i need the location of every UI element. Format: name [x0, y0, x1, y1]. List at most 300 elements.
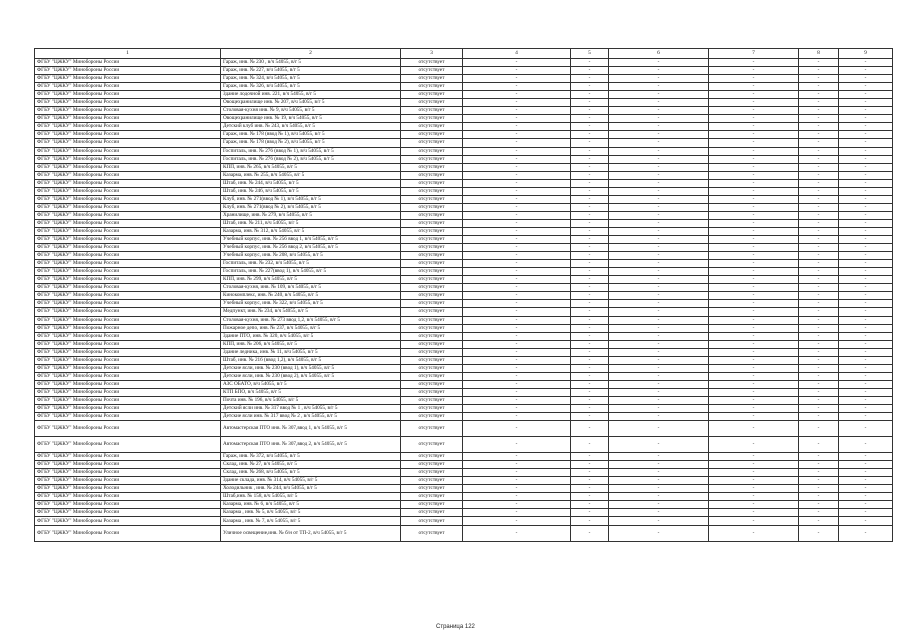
- table-cell-col-4: -: [463, 252, 571, 260]
- table-cell-col-2: Овощехранилище инв. № 207, в/ч 54055, в/г 5: [221, 99, 401, 107]
- table-cell-col-3: отсутствует: [401, 115, 463, 123]
- table-cell-col-6: -: [609, 99, 709, 107]
- table-cell-col-7: -: [709, 179, 799, 187]
- table-cell-col-8: -: [799, 388, 839, 396]
- table-cell-col-8: -: [799, 413, 839, 421]
- table-cell-col-3: отсутствует: [401, 332, 463, 340]
- table-cell-col-7: -: [709, 211, 799, 219]
- table-cell-col-2: Казарма , инв. № 7, в/ч 54055, в/г 5: [221, 517, 401, 525]
- table-cell-col-6: -: [609, 195, 709, 203]
- table-cell-col-6: -: [609, 67, 709, 75]
- table-cell-col-8: -: [799, 469, 839, 477]
- table-cell-col-6: -: [609, 260, 709, 268]
- table-cell-col-7: -: [709, 493, 799, 501]
- table-row: [35, 276, 893, 284]
- table-cell-col-2: Казарма, инв. № 312, в/ч 54055, в/г 5: [221, 227, 401, 235]
- table-cell-col-7: -: [709, 364, 799, 372]
- table-cell-col-5: -: [571, 99, 609, 107]
- table-cell-col-1: ФГБУ "ЦЖКУ" Минобороны России: [35, 260, 221, 268]
- table-cell-col-5: -: [571, 485, 609, 493]
- table-cell-col-2: Казарма, инв. № 6, в/ч 54055, в/г 5: [221, 501, 401, 509]
- table-cell-col-6: -: [609, 453, 709, 461]
- table-cell-col-6: -: [609, 405, 709, 413]
- table-row: [35, 147, 893, 155]
- table-cell-col-2: Гараж, инв. № 227, в/ч 54055, в/г 5: [221, 67, 401, 75]
- table-cell-col-9: -: [839, 179, 893, 187]
- table-cell-col-9: -: [839, 421, 893, 437]
- table-cell-col-4: -: [463, 485, 571, 493]
- table-cell-col-2: Хранилище, инв. № 279, в/ч 54055, в/г 5: [221, 211, 401, 219]
- table-cell-col-9: -: [839, 131, 893, 139]
- table-cell-col-6: -: [609, 493, 709, 501]
- table-cell-col-2: Детский клуб инв. № 243, в/ч 54055, в/г 5: [221, 123, 401, 131]
- table-row: [35, 91, 893, 99]
- table-cell-col-1: ФГБУ "ЦЖКУ" Минобороны России: [35, 252, 221, 260]
- table-cell-col-7: -: [709, 219, 799, 227]
- table-cell-col-8: -: [799, 396, 839, 404]
- table-cell-col-6: -: [609, 413, 709, 421]
- table-cell-col-2: Склад, инв. № 27, в/ч 54055, в/г 5: [221, 461, 401, 469]
- table-cell-col-8: -: [799, 252, 839, 260]
- table-row: [35, 75, 893, 83]
- table-cell-col-5: -: [571, 163, 609, 171]
- table-cell-col-3: отсутствует: [401, 509, 463, 517]
- column-header-3: 3: [401, 49, 463, 59]
- table-cell-col-7: -: [709, 421, 799, 437]
- table-cell-col-5: -: [571, 171, 609, 179]
- table-cell-col-8: -: [799, 131, 839, 139]
- table-cell-col-7: -: [709, 388, 799, 396]
- table-cell-col-6: -: [609, 332, 709, 340]
- table-cell-col-7: -: [709, 300, 799, 308]
- document-sheet: [34, 48, 894, 542]
- table-cell-col-9: -: [839, 461, 893, 469]
- table-cell-col-5: -: [571, 453, 609, 461]
- table-cell-col-4: -: [463, 171, 571, 179]
- table-cell-col-3: отсутствует: [401, 340, 463, 348]
- table-cell-col-9: -: [839, 348, 893, 356]
- table-cell-col-7: -: [709, 107, 799, 115]
- table-cell-col-2: Холодильник , инв. № 244, в/ч 54055, в/г 5: [221, 485, 401, 493]
- table-cell-col-7: -: [709, 348, 799, 356]
- table-cell-col-5: -: [571, 252, 609, 260]
- column-header-4: 4: [463, 49, 571, 59]
- table-cell-col-3: отсутствует: [401, 147, 463, 155]
- table-cell-col-2: Уличное освещение,инв. № б/н от ТП-2, в/ч 54055, в/г 5: [221, 525, 401, 541]
- table-cell-col-5: -: [571, 501, 609, 509]
- table-cell-col-6: -: [609, 469, 709, 477]
- table-cell-col-8: -: [799, 493, 839, 501]
- table-cell-col-6: -: [609, 292, 709, 300]
- table-cell-col-9: -: [839, 107, 893, 115]
- table-cell-col-2: Госпиталь, инв. № 227(ввод 1), в/ч 54055, в/г 5: [221, 268, 401, 276]
- table-cell-col-7: -: [709, 252, 799, 260]
- table-cell-col-5: -: [571, 396, 609, 404]
- table-cell-col-4: -: [463, 195, 571, 203]
- table-cell-col-5: -: [571, 388, 609, 396]
- table-row: [35, 211, 893, 219]
- table-cell-col-3: отсутствует: [401, 348, 463, 356]
- table-cell-col-6: -: [609, 163, 709, 171]
- table-cell-col-8: -: [799, 501, 839, 509]
- table-row: [35, 485, 893, 493]
- table-cell-col-9: -: [839, 308, 893, 316]
- table-row: [35, 187, 893, 195]
- table-row: [35, 131, 893, 139]
- table-cell-col-8: -: [799, 67, 839, 75]
- table-row: [35, 244, 893, 252]
- table-cell-col-6: -: [609, 236, 709, 244]
- table-cell-col-6: -: [609, 147, 709, 155]
- table-cell-col-4: -: [463, 115, 571, 123]
- table-cell-col-2: Детский ясли инв. № 317 ввод № 1 , в/ч 54055, в/г 5: [221, 405, 401, 413]
- table-cell-col-5: -: [571, 332, 609, 340]
- table-cell-col-6: -: [609, 388, 709, 396]
- table-cell-col-6: -: [609, 227, 709, 235]
- table-cell-col-7: -: [709, 236, 799, 244]
- table-cell-col-5: -: [571, 155, 609, 163]
- table-cell-col-3: отсутствует: [401, 437, 463, 453]
- table-cell-col-1: ФГБУ "ЦЖКУ" Минобороны России: [35, 421, 221, 437]
- table-cell-col-4: -: [463, 340, 571, 348]
- table-cell-col-8: -: [799, 236, 839, 244]
- table-cell-col-6: -: [609, 179, 709, 187]
- table-cell-col-1: ФГБУ "ЦЖКУ" Минобороны России: [35, 99, 221, 107]
- table-cell-col-5: -: [571, 324, 609, 332]
- table-cell-col-9: -: [839, 67, 893, 75]
- table-cell-col-5: -: [571, 211, 609, 219]
- table-cell-col-8: -: [799, 300, 839, 308]
- table-cell-col-9: -: [839, 324, 893, 332]
- table-cell-col-1: ФГБУ "ЦЖКУ" Минобороны России: [35, 59, 221, 67]
- table-cell-col-9: -: [839, 388, 893, 396]
- table-cell-col-1: ФГБУ "ЦЖКУ" Минобороны России: [35, 83, 221, 91]
- table-cell-col-2: Учебный корпус, инв. № 208, в/ч 54055, в/г 5: [221, 252, 401, 260]
- table-cell-col-5: -: [571, 268, 609, 276]
- table-cell-col-6: -: [609, 107, 709, 115]
- table-cell-col-9: -: [839, 276, 893, 284]
- table-cell-col-9: -: [839, 252, 893, 260]
- table-cell-col-3: отсутствует: [401, 461, 463, 469]
- table-cell-col-1: ФГБУ "ЦЖКУ" Минобороны России: [35, 244, 221, 252]
- table-cell-col-8: -: [799, 284, 839, 292]
- table-cell-col-9: -: [839, 83, 893, 91]
- table-cell-col-3: отсутствует: [401, 123, 463, 131]
- table-cell-col-4: -: [463, 260, 571, 268]
- table-cell-col-8: -: [799, 324, 839, 332]
- table-cell-col-4: -: [463, 67, 571, 75]
- table-cell-col-7: -: [709, 477, 799, 485]
- table-cell-col-5: -: [571, 517, 609, 525]
- table-cell-col-2: Почта инв. № 196, в/ч 54055, в/г 5: [221, 396, 401, 404]
- table-cell-col-2: Столовая-кухня, инв. № 273 ввод 1,2, в/ч 54055, в/г 5: [221, 316, 401, 324]
- table-cell-col-6: -: [609, 348, 709, 356]
- table-row: [35, 356, 893, 364]
- table-cell-col-1: ФГБУ "ЦЖКУ" Минобороны России: [35, 396, 221, 404]
- table-row: [35, 123, 893, 131]
- table-cell-col-4: -: [463, 421, 571, 437]
- table-row: [35, 292, 893, 300]
- table-cell-col-7: -: [709, 372, 799, 380]
- table-cell-col-9: -: [839, 75, 893, 83]
- table-cell-col-1: ФГБУ "ЦЖКУ" Минобороны России: [35, 477, 221, 485]
- table-cell-col-1: ФГБУ "ЦЖКУ" Минобороны России: [35, 236, 221, 244]
- table-row: [35, 59, 893, 67]
- table-cell-col-6: -: [609, 115, 709, 123]
- table-cell-col-7: -: [709, 131, 799, 139]
- table-cell-col-3: отсутствует: [401, 380, 463, 388]
- table-cell-col-8: -: [799, 332, 839, 340]
- table-cell-col-8: -: [799, 437, 839, 453]
- table-cell-col-5: -: [571, 123, 609, 131]
- table-cell-col-8: -: [799, 509, 839, 517]
- table-cell-col-9: -: [839, 236, 893, 244]
- table-row: [35, 219, 893, 227]
- table-cell-col-8: -: [799, 123, 839, 131]
- table-row: [35, 380, 893, 388]
- table-cell-col-4: -: [463, 316, 571, 324]
- table-cell-col-1: ФГБУ "ЦЖКУ" Минобороны России: [35, 284, 221, 292]
- table-cell-col-6: -: [609, 268, 709, 276]
- table-cell-col-5: -: [571, 364, 609, 372]
- table-cell-col-9: -: [839, 364, 893, 372]
- table-row: [35, 388, 893, 396]
- table-row: [35, 469, 893, 477]
- table-row: [35, 493, 893, 501]
- table-cell-col-3: отсутствует: [401, 501, 463, 509]
- table-cell-col-3: отсутствует: [401, 292, 463, 300]
- table-cell-col-4: -: [463, 227, 571, 235]
- table-cell-col-4: -: [463, 59, 571, 67]
- table-cell-col-8: -: [799, 485, 839, 493]
- table-cell-col-8: -: [799, 179, 839, 187]
- table-cell-col-5: -: [571, 115, 609, 123]
- table-cell-col-1: ФГБУ "ЦЖКУ" Минобороны России: [35, 179, 221, 187]
- table-cell-col-9: -: [839, 147, 893, 155]
- table-cell-col-7: -: [709, 380, 799, 388]
- table-cell-col-7: -: [709, 356, 799, 364]
- table-cell-col-3: отсутствует: [401, 75, 463, 83]
- table-cell-col-8: -: [799, 219, 839, 227]
- table-cell-col-7: -: [709, 195, 799, 203]
- table-cell-col-9: -: [839, 195, 893, 203]
- table-cell-col-3: отсутствует: [401, 453, 463, 461]
- table-cell-col-5: -: [571, 509, 609, 517]
- table-cell-col-3: отсутствует: [401, 493, 463, 501]
- table-cell-col-7: -: [709, 115, 799, 123]
- table-cell-col-3: отсутствует: [401, 372, 463, 380]
- table-cell-col-4: -: [463, 364, 571, 372]
- table-cell-col-8: -: [799, 83, 839, 91]
- table-cell-col-3: отсутствует: [401, 421, 463, 437]
- table-cell-col-3: отсутствует: [401, 195, 463, 203]
- table-cell-col-7: -: [709, 525, 799, 541]
- table-cell-col-6: -: [609, 501, 709, 509]
- table-cell-col-8: -: [799, 171, 839, 179]
- table-cell-col-2: Пожарное депо, инв. № 237, в/ч 54055, в/г 5: [221, 324, 401, 332]
- table-cell-col-6: -: [609, 252, 709, 260]
- table-cell-col-2: Штаб, инв. № 244, в/ч 54055, в/г 5: [221, 179, 401, 187]
- table-cell-col-5: -: [571, 244, 609, 252]
- table-cell-col-7: -: [709, 517, 799, 525]
- table-cell-col-2: Столовая-кухня инв. № 9, в/ч 54055, в/г 5: [221, 107, 401, 115]
- table-cell-col-1: ФГБУ "ЦЖКУ" Минобороны России: [35, 155, 221, 163]
- table-cell-col-7: -: [709, 469, 799, 477]
- table-cell-col-3: отсутствует: [401, 59, 463, 67]
- table-cell-col-5: -: [571, 276, 609, 284]
- table-cell-col-8: -: [799, 227, 839, 235]
- table-cell-col-2: Гараж, инв. № 178 (ввод № 2), в/ч 54055, в/г 5: [221, 139, 401, 147]
- table-cell-col-2: КПП, инв. № 206, в/ч 54055, в/г 5: [221, 340, 401, 348]
- table-cell-col-9: -: [839, 396, 893, 404]
- table-cell-col-7: -: [709, 171, 799, 179]
- table-cell-col-2: Учебный корпус, инв. № 256 ввод 1, в/ч 54055, в/г 5: [221, 236, 401, 244]
- table-cell-col-3: отсутствует: [401, 139, 463, 147]
- table-cell-col-2: КПП, инв. № 265, в/ч 54055, в/г 5: [221, 163, 401, 171]
- table-cell-col-7: -: [709, 227, 799, 235]
- table-cell-col-5: -: [571, 75, 609, 83]
- column-header-1: 1: [35, 49, 221, 59]
- table-cell-col-6: -: [609, 219, 709, 227]
- table-cell-col-1: ФГБУ "ЦЖКУ" Минобороны России: [35, 219, 221, 227]
- table-row: [35, 453, 893, 461]
- table-cell-col-4: -: [463, 107, 571, 115]
- table-cell-col-2: Столовая-кухня, инв. № 109, в/ч 54055, в/г 5: [221, 284, 401, 292]
- table-cell-col-1: ФГБУ "ЦЖКУ" Минобороны России: [35, 453, 221, 461]
- table-cell-col-5: -: [571, 421, 609, 437]
- table-cell-col-2: Госпиталь, инв. № 232, в/ч 54055, в/г 5: [221, 260, 401, 268]
- table-cell-col-3: отсутствует: [401, 396, 463, 404]
- table-cell-col-1: ФГБУ "ЦЖКУ" Минобороны России: [35, 485, 221, 493]
- table-cell-col-8: -: [799, 99, 839, 107]
- table-cell-col-3: отсутствует: [401, 308, 463, 316]
- table-cell-col-8: -: [799, 453, 839, 461]
- table-cell-col-1: ФГБУ "ЦЖКУ" Минобороны России: [35, 131, 221, 139]
- table-cell-col-3: отсутствует: [401, 413, 463, 421]
- table-cell-col-6: -: [609, 203, 709, 211]
- table-cell-col-1: ФГБУ "ЦЖКУ" Минобороны России: [35, 91, 221, 99]
- table-cell-col-2: Детские ясли, инв. № 230 (ввод 1), в/ч 54055, в/г 5: [221, 364, 401, 372]
- table-cell-col-9: -: [839, 332, 893, 340]
- table-cell-col-7: -: [709, 83, 799, 91]
- table-cell-col-6: -: [609, 437, 709, 453]
- table-cell-col-5: -: [571, 372, 609, 380]
- table-row: [35, 284, 893, 292]
- table-cell-col-1: ФГБУ "ЦЖКУ" Минобороны России: [35, 413, 221, 421]
- table-cell-col-5: -: [571, 219, 609, 227]
- table-cell-col-1: ФГБУ "ЦЖКУ" Минобороны России: [35, 123, 221, 131]
- table-cell-col-1: ФГБУ "ЦЖКУ" Минобороны России: [35, 493, 221, 501]
- table-cell-col-3: отсутствует: [401, 364, 463, 372]
- table-cell-col-9: -: [839, 123, 893, 131]
- table-cell-col-4: -: [463, 308, 571, 316]
- table-cell-col-4: -: [463, 453, 571, 461]
- table-cell-col-5: -: [571, 292, 609, 300]
- table-cell-col-4: -: [463, 83, 571, 91]
- table-cell-col-6: -: [609, 211, 709, 219]
- table-row: [35, 332, 893, 340]
- table-cell-col-2: КПП, инв. № 299, в/ч 54055, в/г 5: [221, 276, 401, 284]
- table-cell-col-9: -: [839, 356, 893, 364]
- table-row: [35, 461, 893, 469]
- table-cell-col-8: -: [799, 405, 839, 413]
- table-cell-col-1: ФГБУ "ЦЖКУ" Минобороны России: [35, 227, 221, 235]
- table-cell-col-1: ФГБУ "ЦЖКУ" Минобороны России: [35, 501, 221, 509]
- table-cell-col-2: Медпункт, инв. № 234, в/ч 54055, в/г 5: [221, 308, 401, 316]
- table-cell-col-7: -: [709, 123, 799, 131]
- table-cell-col-5: -: [571, 308, 609, 316]
- table-cell-col-5: -: [571, 316, 609, 324]
- table-cell-col-6: -: [609, 171, 709, 179]
- table-cell-col-6: -: [609, 421, 709, 437]
- table-cell-col-4: -: [463, 405, 571, 413]
- table-cell-col-6: -: [609, 477, 709, 485]
- table-cell-col-9: -: [839, 260, 893, 268]
- table-cell-col-4: -: [463, 75, 571, 83]
- table-cell-col-3: отсутствует: [401, 67, 463, 75]
- table-cell-col-5: -: [571, 236, 609, 244]
- table-cell-col-9: -: [839, 501, 893, 509]
- table-cell-col-8: -: [799, 421, 839, 437]
- table-cell-col-3: отсутствует: [401, 469, 463, 477]
- table-cell-col-1: ФГБУ "ЦЖКУ" Минобороны России: [35, 300, 221, 308]
- table-cell-col-9: -: [839, 91, 893, 99]
- table-row: [35, 139, 893, 147]
- table-cell-col-6: -: [609, 517, 709, 525]
- table-row: [35, 260, 893, 268]
- table-cell-col-4: -: [463, 163, 571, 171]
- table-cell-col-8: -: [799, 340, 839, 348]
- table-cell-col-4: -: [463, 388, 571, 396]
- table-cell-col-4: -: [463, 284, 571, 292]
- table-cell-col-6: -: [609, 380, 709, 388]
- table-cell-col-4: -: [463, 211, 571, 219]
- table-cell-col-5: -: [571, 493, 609, 501]
- table-cell-col-8: -: [799, 195, 839, 203]
- table-cell-col-1: ФГБУ "ЦЖКУ" Минобороны России: [35, 525, 221, 541]
- table-cell-col-2: Гараж, инв. № 326, в/ч 54055, в/г 5: [221, 83, 401, 91]
- table-row: [35, 107, 893, 115]
- table-cell-col-1: ФГБУ "ЦЖКУ" Минобороны России: [35, 276, 221, 284]
- table-cell-col-3: отсутствует: [401, 276, 463, 284]
- table-cell-col-3: отсутствует: [401, 187, 463, 195]
- table-cell-col-7: -: [709, 187, 799, 195]
- table-cell-col-2: Гараж, инв. № 230 , в/ч 54055, в/г 5: [221, 59, 401, 67]
- table-cell-col-5: -: [571, 227, 609, 235]
- table-cell-col-4: -: [463, 131, 571, 139]
- table-row: [35, 477, 893, 485]
- table-cell-col-5: -: [571, 195, 609, 203]
- table-cell-col-2: Овощехранилище инв. № 19, в/ч 54055, в/г 5: [221, 115, 401, 123]
- table-cell-col-2: Здание ПТО, инв. № 320, в/ч 54055, в/г 5: [221, 332, 401, 340]
- table-cell-col-7: -: [709, 509, 799, 517]
- table-row: [35, 308, 893, 316]
- table-cell-col-8: -: [799, 211, 839, 219]
- table-cell-col-3: отсутствует: [401, 155, 463, 163]
- table-cell-col-9: -: [839, 171, 893, 179]
- column-header-2: 2: [221, 49, 401, 59]
- table-row: [35, 236, 893, 244]
- table-row: [35, 99, 893, 107]
- table-cell-col-6: -: [609, 396, 709, 404]
- table-cell-col-5: -: [571, 356, 609, 364]
- table-cell-col-1: ФГБУ "ЦЖКУ" Минобороны России: [35, 324, 221, 332]
- table-cell-col-7: -: [709, 163, 799, 171]
- table-cell-col-7: -: [709, 405, 799, 413]
- table-cell-col-4: -: [463, 147, 571, 155]
- table-cell-col-4: -: [463, 501, 571, 509]
- table-cell-col-3: отсутствует: [401, 405, 463, 413]
